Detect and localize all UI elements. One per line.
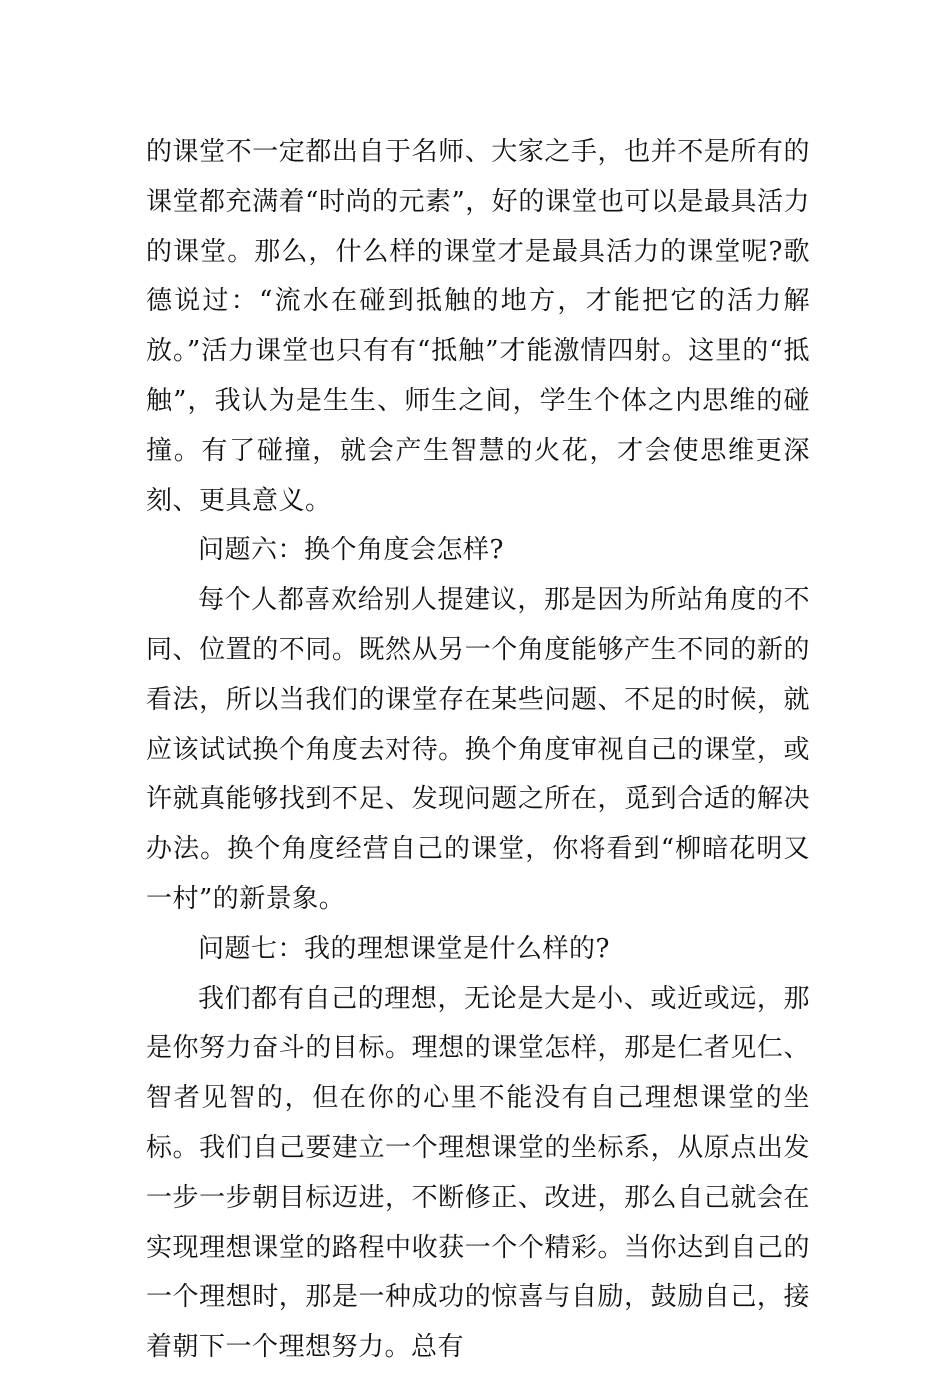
paragraph-question-six: 每个人都喜欢给别人提建议，那是因为所站角度的不同、位置的不同。既然从另一个角度能够产生不同的新的看法，所以当我们的课堂存在某些问题、不足的时候，就应该试试换个角度去对待。换个角度审视自己的课堂，或许就真能够找到不足、发现问题之所在，觅到合适的解决办法。换个角度经营自己的课堂，你将看到“柳暗花明又一村”的新景象。 — [146, 585, 810, 914]
question-six-heading: 问题六：换个角度会怎样? — [198, 535, 504, 566]
body-text — [146, 128, 810, 1373]
paragraph-question-seven: 我们都有自己的理想，无论是大是小、或近或远，那是你努力奋斗的目标。理想的课堂怎样，那是仁者见仁、智者见智的，但在你的心里不能没有自己理想课堂的坐标。我们自己要建立一个理想课堂的坐标系，从原点出发一步一步朝目标迈进，不断修正、改进，那么自己就会在实现理想课堂的路程中收获一个个精彩。当你达到自己的一个理想时，那是一种成功的惊喜与自励，鼓励自己，接着朝下一个理想努力。总有 — [146, 983, 810, 1363]
paragraph-continuation: 的课堂不一定都出自于名师、大家之手，也并不是所有的课堂都充满着“时尚的元素”，好的课堂也可以是最具活力的课堂。那么，什么样的课堂才是最具活力的课堂呢?歌德说过：“流水在碰到抵触的地方，才能把它的活力解放。”活力课堂也只有有“抵触”才能激情四射。这里的“抵触”，我认为是生生、师生之间，学生个体之内思维的碰撞。有了碰撞，就会产生智慧的火花，才会使思维更深刻、更具意义。 — [146, 137, 810, 516]
question-seven-heading: 问题七：我的理想课堂是什么样的? — [198, 933, 610, 964]
